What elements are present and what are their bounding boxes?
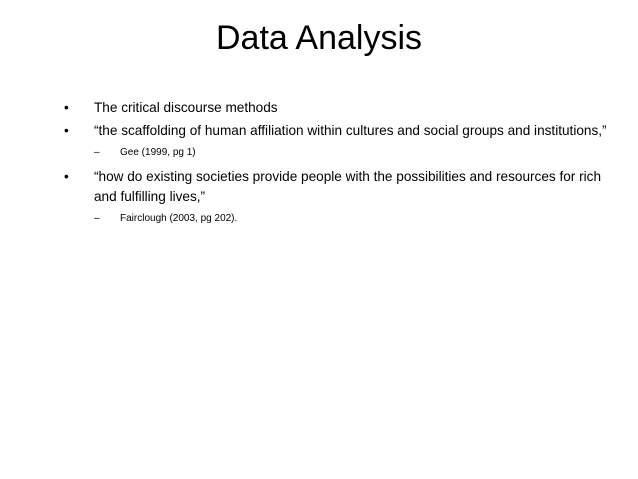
- bullet-item-fairclough-quote: [64, 167, 624, 207]
- slide-title: Data Analysis: [216, 19, 422, 57]
- bullet-marker: •: [64, 100, 69, 115]
- slide-body: [64, 98, 624, 233]
- dash-marker: –: [94, 213, 100, 224]
- bullet-text: “how do existing societies provide people with the possibilities and resources for rich and fulfilling lives,”: [94, 169, 602, 204]
- bullet-marker: •: [64, 123, 69, 138]
- sub-bullet-gee-citation: [64, 145, 624, 161]
- sub-bullet-fairclough-citation: [64, 211, 624, 227]
- bullet-item-methods: [64, 98, 624, 118]
- bullet-item-gee-quote: [64, 121, 624, 141]
- dash-marker: –: [94, 147, 100, 158]
- citation-text: Gee (1999, pg 1): [120, 147, 196, 158]
- citation-text: Fairclough (2003, pg 202).: [120, 213, 238, 224]
- bullet-text: The critical discourse methods: [94, 100, 278, 115]
- bullet-text: “the scaffolding of human affiliation within cultures and social groups and institutions,”: [94, 123, 607, 138]
- bullet-marker: •: [64, 169, 69, 184]
